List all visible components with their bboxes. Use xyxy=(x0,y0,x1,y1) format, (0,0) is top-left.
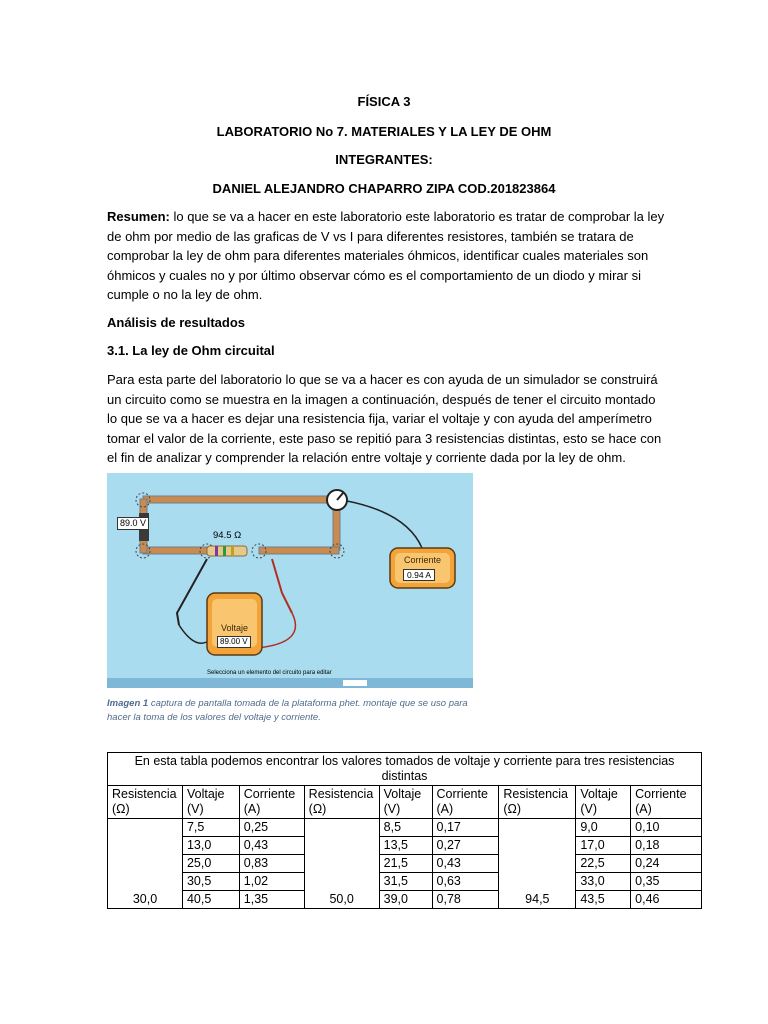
voltmeter-label: Voltaje xyxy=(220,623,249,633)
voltage-current-table xyxy=(107,752,702,909)
voltage-cell: 9,0 xyxy=(576,819,631,837)
section-heading: 3.1. La ley de Ohm circuital xyxy=(107,343,275,358)
voltage-cell: 7,5 xyxy=(182,819,239,837)
ammeter-value: 0.94 A xyxy=(403,569,435,581)
voltage-cell: 39,0 xyxy=(379,891,432,909)
member-name: DANIEL ALEJANDRO CHAPARRO ZIPA COD.201823864 xyxy=(212,181,556,196)
table-row xyxy=(108,873,702,891)
current-cell: 0,43 xyxy=(432,855,499,873)
table-header-row xyxy=(108,786,702,819)
table-caption: En esta tabla podemos encontrar los valores tomados de voltaje y corriente para tres resistencias distintas xyxy=(108,753,702,786)
section-paragraph: Para esta parte del laboratorio lo que se va a hacer es con ayuda de un simulador se construirá un circuito como se muestra en la imagen a continuación, después de tener el circuito montado lo que se va a hacer es dejar una resistencia fija, variar el voltaje y con ayuda del amperímetro tomar el valor de la corriente, este paso se repitió para 3 resistencias distintas, esto se hace con el fin de analizar y comprender la relación entre voltaje y corriente dada por la ley de ohm. xyxy=(107,372,662,465)
resistance-cell: 94,5 xyxy=(499,819,576,909)
table-row xyxy=(108,819,702,837)
members-heading: INTEGRANTES: xyxy=(335,152,433,167)
subject-title: FÍSICA 3 xyxy=(357,94,411,109)
table-header: Voltaje (V) xyxy=(182,786,239,819)
current-cell: 1,02 xyxy=(239,873,304,891)
voltage-cell: 25,0 xyxy=(182,855,239,873)
current-cell: 0,24 xyxy=(631,855,702,873)
current-cell: 0,10 xyxy=(631,819,702,837)
voltage-cell: 31,5 xyxy=(379,873,432,891)
caption-text: captura de pantalla tomada de la plataforma phet. montaje que se uso para hacer la toma de los valores del voltaje y corriente. xyxy=(107,698,468,723)
table-row xyxy=(108,837,702,855)
current-cell: 0,63 xyxy=(432,873,499,891)
current-cell: 1,35 xyxy=(239,891,304,909)
voltage-cell: 22,5 xyxy=(576,855,631,873)
table-row xyxy=(108,891,702,909)
voltage-cell: 8,5 xyxy=(379,819,432,837)
simulation-hint: Selecciona un elemento del circuito para editar xyxy=(207,670,332,676)
table-header: Corriente (A) xyxy=(631,786,702,819)
current-cell: 0,78 xyxy=(432,891,499,909)
voltage-cell: 13,0 xyxy=(182,837,239,855)
battery-value-label[interactable]: 89.0 V xyxy=(117,517,149,530)
current-cell: 0,18 xyxy=(631,837,702,855)
summary-paragraph xyxy=(107,207,667,305)
current-cell: 0,43 xyxy=(239,837,304,855)
resistor-icon xyxy=(207,546,247,556)
voltage-cell: 30,5 xyxy=(182,873,239,891)
resistance-cell: 50,0 xyxy=(304,819,379,909)
circuit-simulation-screenshot xyxy=(107,473,473,688)
voltage-cell: 40,5 xyxy=(182,891,239,909)
current-cell: 0,83 xyxy=(239,855,304,873)
current-cell: 0,46 xyxy=(631,891,702,909)
current-cell: 0,25 xyxy=(239,819,304,837)
ammeter-label: Corriente xyxy=(403,555,441,565)
voltmeter-value: 89.00 V xyxy=(217,636,251,648)
table-row xyxy=(108,855,702,873)
table-header: Resistencia (Ω) xyxy=(499,786,576,819)
voltage-cell: 33,0 xyxy=(576,873,631,891)
summary-text: lo que se va a hacer en este laboratorio este laboratorio es tratar de comprobar la ley de ohm por medio de las graficas de V vs I para diferentes resistores, también se tratara de comprobar la ley de ohm para diferentes materiales óhmicos, identificar cuales materiales son óhmicos y cuales no y por último observar cómo es el comportamiento de un diodo y mirar si cumple o no la ley de ohm. xyxy=(107,209,665,302)
table-header: Corriente (A) xyxy=(239,786,304,819)
resistor-value-label[interactable]: 94.5 Ω xyxy=(213,530,242,541)
current-cell: 0,27 xyxy=(432,837,499,855)
table-header: Resistencia (Ω) xyxy=(304,786,379,819)
voltage-cell: 43,5 xyxy=(576,891,631,909)
summary-label: Resumen: xyxy=(107,209,170,224)
current-cell: 0,35 xyxy=(631,873,702,891)
voltage-cell: 13,5 xyxy=(379,837,432,855)
figure-caption xyxy=(107,697,487,725)
analysis-heading: Análisis de resultados xyxy=(107,315,245,330)
current-cell: 0,17 xyxy=(432,819,499,837)
table-header: Corriente (A) xyxy=(432,786,499,819)
caption-label: Imagen 1 xyxy=(107,698,149,709)
voltage-cell: 21,5 xyxy=(379,855,432,873)
lab-title: LABORATORIO No 7. MATERIALES Y LA LEY DE OHM xyxy=(216,124,552,139)
resistance-cell: 30,0 xyxy=(108,819,183,909)
table-header: Resistencia (Ω) xyxy=(108,786,183,819)
voltage-cell: 17,0 xyxy=(576,837,631,855)
table-header: Voltaje (V) xyxy=(379,786,432,819)
table-header: Voltaje (V) xyxy=(576,786,631,819)
